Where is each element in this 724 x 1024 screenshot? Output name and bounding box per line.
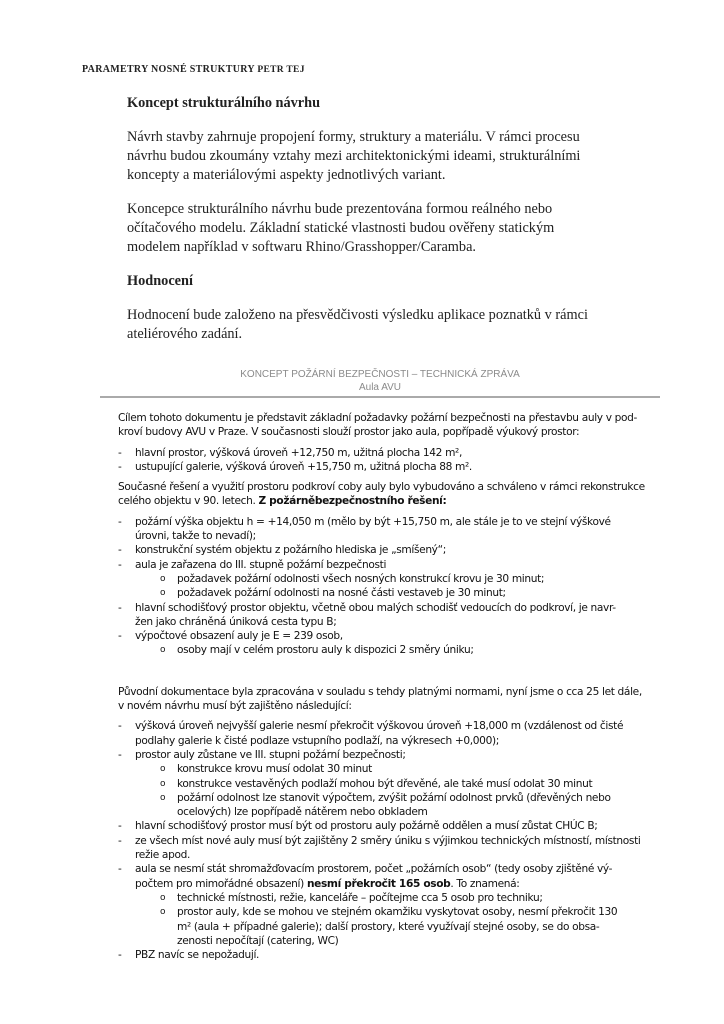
text-segment: žen jako chráněná úniková cesta typu B;	[135, 615, 337, 628]
text-segment: požadavek požární odolnosti všech nosných konstrukcí krovu je 30 minut;	[177, 572, 545, 585]
text-line	[135, 748, 663, 762]
text-line	[135, 862, 663, 876]
text-line: ateliérového zadání.	[127, 326, 243, 342]
list-item	[118, 819, 663, 833]
section-heading: Koncept strukturálního návrhu	[127, 95, 321, 111]
list-item	[118, 719, 663, 748]
list-item	[118, 748, 663, 762]
emphasis-text: nesmí překročit 165 osob	[306, 877, 451, 890]
text-line	[135, 529, 663, 543]
text-line: očítačového modelu. Základní statické vlastnosti budou ověřeny statickým	[127, 220, 555, 236]
text-segment: ustupující galerie, výšková úroveň +15,750 m, užitná plocha 88 m².	[135, 460, 472, 473]
header-divider	[100, 396, 660, 398]
dash-bullet-icon: -	[118, 820, 122, 833]
text-segment: prostor auly, kde se mohou ve stejném okamžiku vyskytovat osoby, nesmí překročit 130	[177, 906, 618, 919]
text-line	[118, 425, 663, 439]
list-item	[118, 460, 663, 474]
text-line	[135, 543, 663, 557]
paragraph	[118, 685, 663, 714]
sub-list-item	[118, 905, 663, 948]
text-line	[135, 819, 663, 833]
sub-list-item	[118, 791, 663, 820]
section-heading: Hodnocení	[127, 273, 193, 289]
paragraph	[118, 480, 663, 509]
text-segment: konstrukční systém objektu z požárního hlediska je „smíšený“;	[135, 544, 446, 557]
text-line	[135, 601, 663, 615]
text-line	[135, 734, 663, 748]
list-item	[118, 834, 663, 863]
list-item	[118, 558, 663, 572]
text-line: Hodnocení bude založeno na přesvědčivosti výsledku aplikace poznatků v rámci	[127, 307, 588, 323]
text-segment: technické místnosti, režie, kanceláře – počítejme cca 5 osob pro techniku;	[177, 891, 543, 904]
text-segment: zenosti nepočítají (catering, WC)	[177, 934, 339, 947]
text-segment: ze všech míst nové auly musí být zajištěny 2 směry úniku s výjimkou technických místností, místnosti	[135, 834, 641, 847]
text-line	[177, 791, 663, 805]
text-line: koncepty a materiálovými aspekty jednotlivých variant.	[127, 167, 446, 183]
sub-list-item	[118, 891, 663, 905]
dash-bullet-icon: -	[118, 720, 122, 733]
text-line	[135, 877, 663, 891]
running-header-author: PETR TEJ	[257, 65, 305, 75]
fire-report-subtitle: Aula AVU	[358, 382, 402, 393]
paragraph	[118, 411, 663, 440]
text-line	[177, 572, 663, 586]
text-segment: režie apod.	[135, 849, 190, 862]
text-segment: Cílem tohoto dokumentu je představit základní požadavky požární bezpečnosti na přestavbu auly v pod-	[118, 412, 638, 424]
fire-report-title: KONCEPT POŽÁRNÍ BEZPEČNOSTI – TECHNICKÁ ZPRÁVA	[240, 369, 520, 380]
list-item	[118, 629, 663, 643]
text-segment: hlavní schodišťový prostor musí být od prostoru auly požárně oddělen a musí zůstat CHÚC B;	[135, 820, 598, 833]
text-segment: prostor auly zůstane ve III. stupni požární bezpečnosti;	[135, 748, 406, 761]
text-line	[177, 643, 663, 657]
text-line	[135, 629, 663, 643]
text-segment: kroví budovy AVU v Praze. V současnosti slouží prostor jako aula, popřípadě výukový prostor:	[118, 426, 580, 439]
text-segment: hlavní schodišťový prostor objektu, včetně obou malých schodišť vedoucích do podkroví, je navr-	[135, 601, 616, 614]
sub-list-item	[118, 762, 663, 776]
text-segment: hlavní prostor, výšková úroveň +12,750 m, užitná plocha 142 m²,	[135, 446, 462, 459]
text-segment: požární odolnost lze stanovit výpočtem, zvýšit požární odolnost prvků (dřevěných nebo	[177, 791, 611, 804]
dash-bullet-icon: -	[118, 460, 122, 473]
dash-bullet-icon: -	[118, 446, 122, 459]
text-segment: ocelových) lze popřípadě nátěrem nebo obkladem	[177, 806, 428, 819]
text-segment: úrovni, takže to nevadí);	[135, 530, 256, 543]
text-segment: Současné řešení a využití prostoru podkroví coby auly bylo vybudováno a schváleno v rámci rekonstrukce	[118, 481, 645, 494]
text-segment: konstrukce krovu musí odolat 30 minut	[177, 763, 372, 776]
text-segment: v novém návrhu musí být zajištěno následující:	[118, 700, 352, 713]
dash-bullet-icon: -	[118, 863, 122, 876]
circle-bullet-icon: o	[160, 573, 166, 584]
text-line	[177, 905, 663, 919]
circle-bullet-icon: o	[160, 645, 166, 656]
text-segment: výpočtové obsazení auly je E = 239 osob,	[135, 630, 343, 643]
text-line: Koncepce strukturálního návrhu bude prezentována formou reálného nebo	[127, 201, 553, 217]
text-line	[135, 848, 663, 862]
circle-bullet-icon: o	[160, 792, 166, 803]
text-line	[135, 615, 663, 629]
list-item	[118, 515, 663, 544]
text-line	[135, 446, 663, 460]
text-segment: aula je zařazena do III. stupně požární bezpečnosti	[135, 558, 387, 571]
structural-concept-section	[127, 94, 687, 359]
list-item	[118, 543, 663, 557]
text-segment: . To znamená:	[450, 877, 520, 890]
text-segment: konstrukce vestavěných podlaží mohou být dřevěné, ale také musí odolat 30 minut	[177, 777, 593, 790]
text-line: návrhu budou zkoumány vztahy mezi architektonickými ideami, strukturálními	[127, 148, 581, 164]
text-segment: požadavek požární odolnosti na nosné části vestaveb je 30 minut;	[177, 587, 506, 600]
running-header-title: PARAMETRY NOSNÉ STRUKTURY	[82, 64, 255, 75]
text-line	[118, 685, 663, 699]
text-line	[118, 411, 663, 425]
text-line: Návrh stavby zahrnuje propojení formy, struktury a materiálu. V rámci procesu	[127, 129, 580, 145]
sub-list-item	[118, 572, 663, 586]
text-segment: podlahy galerie k čisté podlaze vstupního podlaží, na výkresech +0,000);	[135, 734, 499, 747]
paragraph	[127, 200, 687, 257]
text-segment: aula se nesmí stát shromažďovacím prostorem, počet „požárních osob“ (tedy osoby zjištěné vý-	[135, 863, 613, 876]
dash-bullet-icon: -	[118, 748, 122, 761]
circle-bullet-icon: o	[160, 907, 166, 918]
text-segment: počtem pro mimořádné obsazení)	[135, 877, 307, 890]
text-line	[177, 805, 663, 819]
text-segment: osoby mají v celém prostoru auly k dispozici 2 směry úniku;	[177, 644, 474, 657]
dash-bullet-icon: -	[118, 630, 122, 643]
paragraph	[127, 128, 687, 185]
dash-bullet-icon: -	[118, 544, 122, 557]
circle-bullet-icon: o	[160, 778, 166, 789]
text-segment: celého objektu v 90. letech.	[118, 495, 259, 508]
text-line	[177, 762, 663, 776]
dash-bullet-icon: -	[118, 834, 122, 847]
text-line	[135, 460, 663, 474]
text-line	[177, 891, 663, 905]
text-segment: výšková úroveň nejvyšší galerie nesmí překročit výškovou úroveň +18,000 m (vzdálenost od čisté	[135, 720, 624, 733]
text-line	[177, 920, 663, 934]
running-header	[82, 64, 305, 75]
text-line	[135, 948, 663, 962]
sub-list-item	[118, 586, 663, 600]
text-segment: požární výška objektu h = +14,050 m (mělo by být +15,750 m, ale stále je to ve stejní výškové	[135, 515, 611, 528]
text-line	[135, 558, 663, 572]
text-line	[177, 586, 663, 600]
text-segment: Původní dokumentace byla zpracována v souladu s tehdy platnými normami, nyní jsme o cca 25 let dále,	[118, 685, 642, 698]
list-item	[118, 601, 663, 630]
text-line	[118, 699, 663, 713]
text-line	[177, 777, 663, 791]
sub-list-item	[118, 643, 663, 657]
text-line	[135, 719, 663, 733]
dash-bullet-icon: -	[118, 558, 122, 571]
fire-report-header	[100, 368, 660, 394]
text-segment: PBZ navíc se nepožadují.	[135, 949, 260, 962]
text-line	[118, 494, 663, 508]
dash-bullet-icon: -	[118, 515, 122, 528]
dash-bullet-icon: -	[118, 601, 122, 614]
list-item	[118, 948, 663, 962]
text-line	[118, 480, 663, 494]
circle-bullet-icon: o	[160, 892, 166, 903]
text-line	[135, 515, 663, 529]
sub-list-item	[118, 777, 663, 791]
list-item	[118, 446, 663, 460]
text-segment: m² (aula + případné galerie); další prostory, které využívají stejné osoby, se do obsa-	[177, 920, 600, 933]
paragraph	[127, 306, 687, 344]
text-line	[135, 834, 663, 848]
list-item	[118, 862, 663, 891]
fire-report-body	[118, 411, 663, 962]
dash-bullet-icon: -	[118, 949, 122, 962]
text-line	[177, 934, 663, 948]
emphasis-text: Z požárněbezpečnostního řešení:	[258, 495, 447, 508]
circle-bullet-icon: o	[160, 588, 166, 599]
circle-bullet-icon: o	[160, 764, 166, 775]
text-line: modelem například v softwaru Rhino/Grasshopper/Caramba.	[127, 239, 476, 255]
